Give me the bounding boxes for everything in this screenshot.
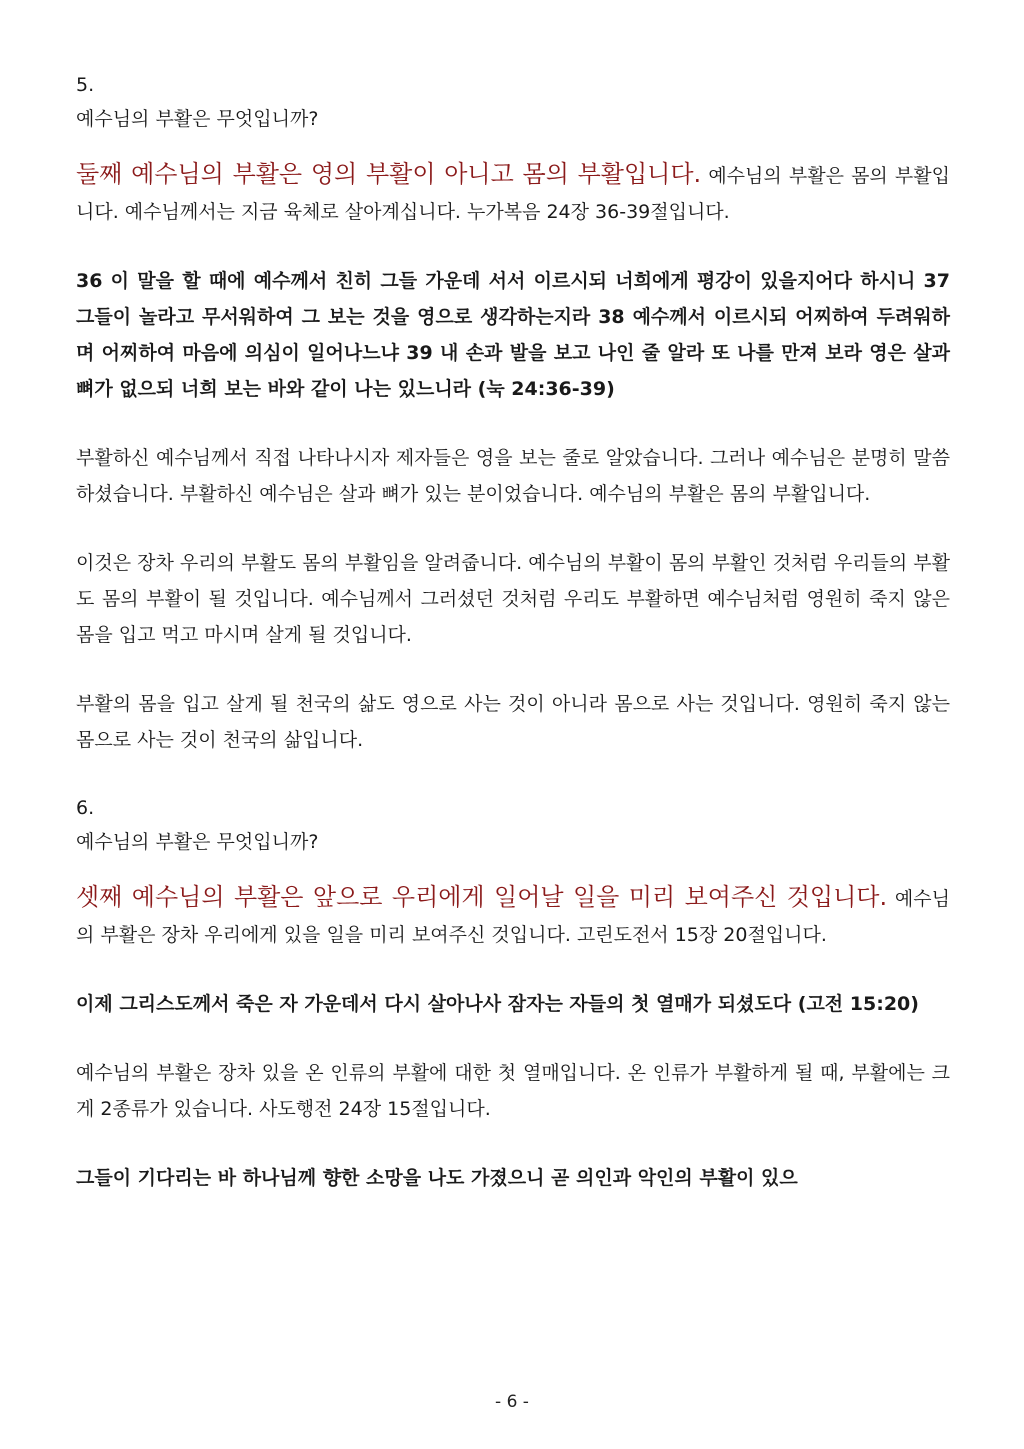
scripture-quote: 36 이 말을 할 때에 예수께서 친히 그들 가운데 서서 이르시되 너희에게 평강이 있을지어다 하시니 37 그들이 놀라고 무서워하여 그 보는 것을 영으로 생각하는지라 38 예수께서 이르시되 어찌하여 두려워하며 어찌하여 마음에 의심이 일어나느냐 39 내 손과 발을 보고 나인 줄 알라 또 나를 만져 보라 영은 살과 뼈가 없으되 너희 보는 바와 같이 나는 있느니라 (눅 24:36-39)	[76, 270, 950, 400]
section-number: 6.	[76, 797, 95, 819]
body-paragraph: 부활하신 예수님께서 직접 나타나시자 제자들은 영을 보는 줄로 알았습니다. 그러나 예수님은 분명히 말씀하셨습니다. 부활하신 예수님은 살과 뼈가 있는 분이었습니다. 예수님의 부활은 몸의 부활입니다.	[76, 447, 950, 505]
section-question: 예수님의 부활은 무엇입니까?	[76, 108, 319, 130]
lead-body: 예수님의 부활은 장차 우리에게 있을 일을 미리 보여주신 것입니다. 고린도전서 15장 20절입니다.	[76, 888, 950, 946]
section-5	[76, 68, 950, 758]
scripture-quote: 이제 그리스도께서 죽은 자 가운데서 다시 살아나사 잠자는 자들의 첫 열매가 되셨도다 (고전 15:20)	[76, 993, 919, 1015]
lead-heading: 둘째 예수님의 부활은 영의 부활이 아니고 몸의 부활입니다.	[76, 160, 702, 188]
page-number: - 6 -	[495, 1392, 529, 1412]
section-question: 예수님의 부활은 무엇입니까?	[76, 831, 319, 853]
body-paragraph: 이것은 장차 우리의 부활도 몸의 부활임을 알려줍니다. 예수님의 부활이 몸의 부활인 것처럼 우리들의 부활도 몸의 부활이 될 것입니다. 예수님께서 그러셨던 것처럼 우리도 부활하면 예수님처럼 영원히 죽지 않은 몸을 입고 먹고 마시며 살게 될 것입니다.	[76, 552, 950, 646]
scripture-quote: 그들이 기다리는 바 하나님께 향한 소망을 나도 가졌으니 곧 의인과 악인의 부활이 있으	[76, 1167, 798, 1189]
lead-paragraph	[76, 879, 950, 953]
section-number: 5.	[76, 74, 95, 96]
section-6	[76, 791, 950, 1196]
lead-paragraph	[76, 156, 950, 230]
body-paragraph: 예수님의 부활은 장차 있을 온 인류의 부활에 대한 첫 열매입니다. 온 인류가 부활하게 될 때, 부활에는 크게 2종류가 있습니다. 사도행전 24장 15절입니다.	[76, 1062, 950, 1120]
lead-heading: 셋째 예수님의 부활은 앞으로 우리에게 일어날 일을 미리 보여주신 것입니다.	[76, 883, 888, 911]
lead-body: 예수님의 부활은 몸의 부활입니다. 예수님께서는 지금 육체로 살아계십니다. 누가복음 24장 36-39절입니다.	[76, 165, 950, 223]
document-page	[76, 68, 950, 1229]
body-paragraph: 부활의 몸을 입고 살게 될 천국의 삶도 영으로 사는 것이 아니라 몸으로 사는 것입니다. 영원히 죽지 않는 몸으로 사는 것이 천국의 삶입니다.	[76, 693, 950, 751]
